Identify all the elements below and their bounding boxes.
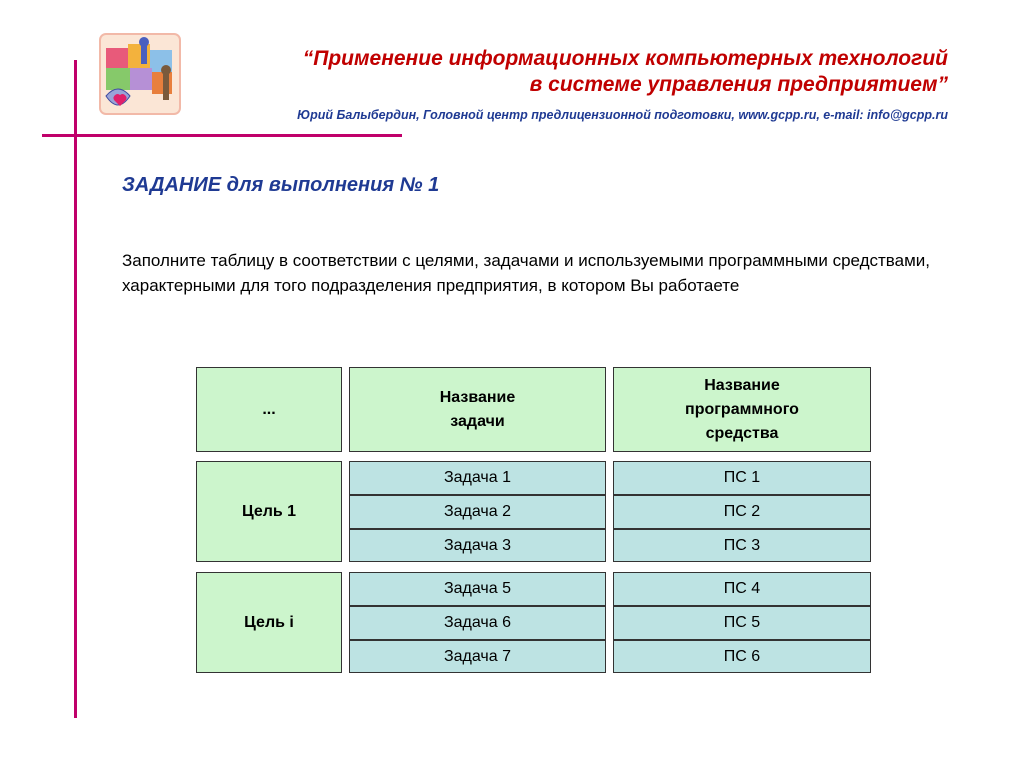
tool-cell: ПС 6 [613,640,871,673]
title-line-1: “Применение информационных компьютерных технологий [302,47,948,70]
task-cell: Задача 1 [349,461,606,495]
title-line-2: в системе управления предприятием” [529,73,948,96]
table-header-task-name: Название задачи [349,367,606,452]
tool-cell: ПС 4 [613,572,871,606]
goal-cell: Цель i [196,572,342,673]
puzzle-logo-icon [96,30,186,118]
vertical-accent-line [74,60,77,718]
task-cell: Задача 3 [349,529,606,562]
tool-cell: ПС 3 [613,529,871,562]
horizontal-accent-line [42,134,402,137]
task-cell: Задача 6 [349,606,606,640]
task-heading: ЗАДАНИЕ для выполнения № 1 [122,174,440,196]
task-cell: Задача 7 [349,640,606,673]
task-instruction: Заполните таблицу в соответствии с целями, задачами и используемыми программными средствами, характерными для того подразделения предприятия, в котором Вы работаете [122,251,931,295]
table-header-goal: ... [196,367,342,452]
author-subtitle: Юрий Балыбердин, Головной центр предлицензионной подготовки, www.gcpp.ru, e-mail: info@gcpp.ru [297,108,948,122]
goal-cell: Цель 1 [196,461,342,562]
table-header-tool-name: Название программного средства [613,367,871,452]
task-cell: Задача 2 [349,495,606,529]
tool-cell: ПС 1 [613,461,871,495]
task-cell: Задача 5 [349,572,606,606]
tool-cell: ПС 2 [613,495,871,529]
tool-cell: ПС 5 [613,606,871,640]
presentation-title [188,46,948,98]
